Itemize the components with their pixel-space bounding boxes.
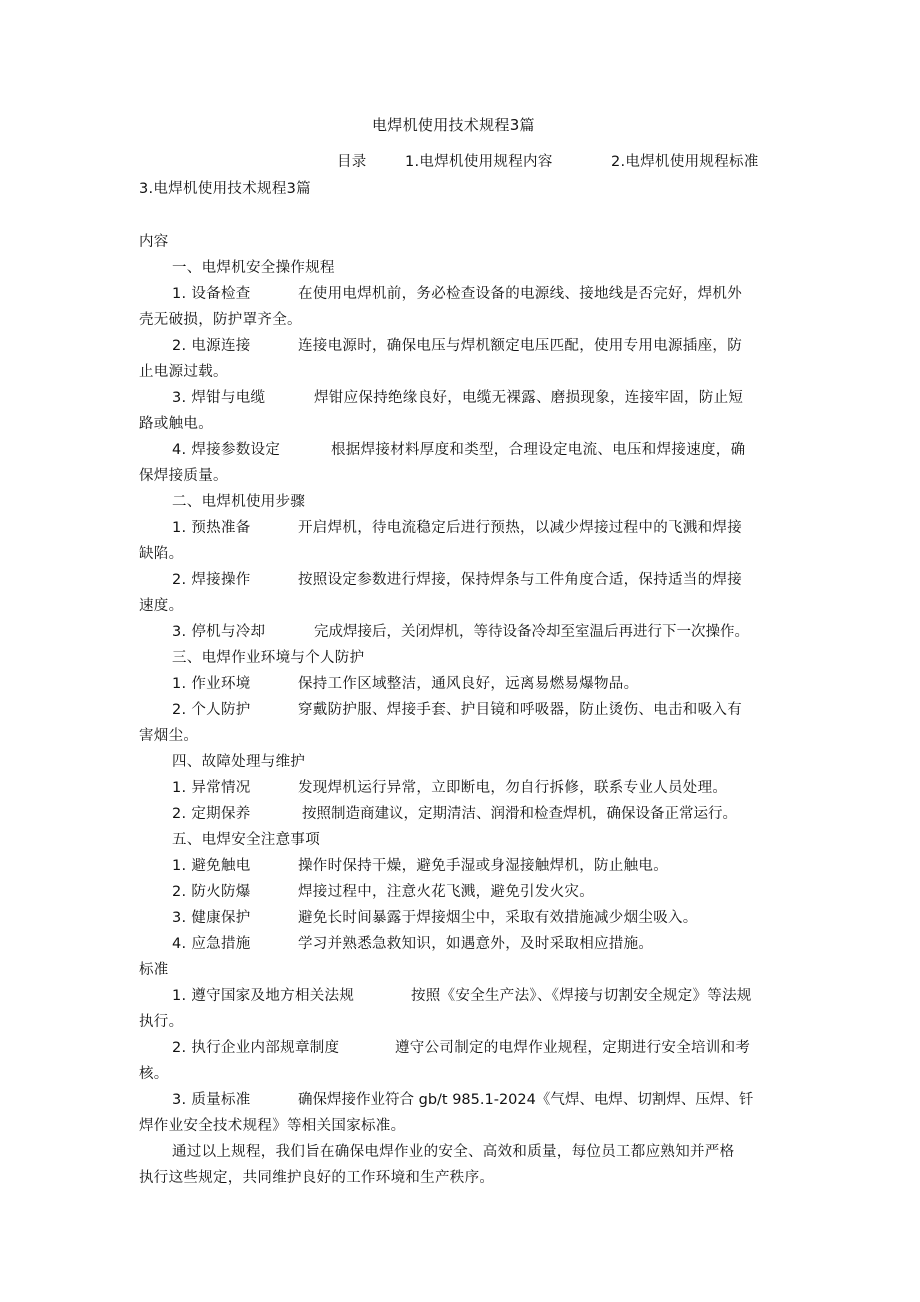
item-label: 4. 焊接参数设定 <box>172 442 281 458</box>
standard-label: 标准 <box>139 962 169 978</box>
item-label: 1. 异常情况 <box>172 780 251 796</box>
section-heading-3: 三、电焊作业环境与个人防护 <box>172 650 365 666</box>
section-heading-5: 五、电焊安全注意事项 <box>172 832 320 848</box>
item-text: 害烟尘。 <box>139 728 199 744</box>
item-text: 遵守公司制定的电焊作业规程，定期进行安全培训和考 <box>395 1040 751 1056</box>
item-text: 止电源过载。 <box>139 364 228 380</box>
item-text: 焊接过程中，注意火花飞溅，避免引发火灾。 <box>298 884 594 900</box>
toc-item-2[interactable]: 2.电焊机使用规程标准 <box>611 154 759 170</box>
section-heading-2: 二、电焊机使用步骤 <box>172 494 306 510</box>
item-label: 1. 遵守国家及地方相关法规 <box>172 988 355 1004</box>
item-text: 速度。 <box>139 598 184 614</box>
item-label: 2. 个人防护 <box>172 702 251 718</box>
item-text: 焊作业安全技术规程》等相关国家标准。 <box>139 1118 406 1134</box>
toc-item-1[interactable]: 1.电焊机使用规程内容 <box>405 154 553 170</box>
item-text: 按照《安全生产法》、《焊接与切割安全规定》等法规 <box>411 988 752 1004</box>
toc-label: 目录 <box>337 154 367 170</box>
item-text: 学习并熟悉急救知识，如遇意外，及时采取相应措施。 <box>298 936 654 952</box>
section-heading-4: 四、故障处理与维护 <box>172 754 306 770</box>
item-text: 焊钳应保持绝缘良好，电缆无裸露、磨损现象，连接牢固，防止短 <box>314 390 744 406</box>
item-label: 1. 设备检查 <box>172 286 251 302</box>
item-label: 4. 应急措施 <box>172 936 251 952</box>
item-text: 操作时保持干燥，避免手湿或身湿接触焊机，防止触电。 <box>298 858 668 874</box>
content-label: 内容 <box>139 234 169 250</box>
item-text: 避免长时间暴露于焊接烟尘中，采取有效措施减少烟尘吸入。 <box>298 910 698 926</box>
closing-paragraph: 执行这些规定，共同维护良好的工作环境和生产秩序。 <box>139 1170 495 1186</box>
item-label: 1. 作业环境 <box>172 676 251 692</box>
item-text: 按照制造商建议，定期清洁、润滑和检查焊机，确保设备正常运行。 <box>302 806 737 822</box>
item-text: 路或触电。 <box>139 416 213 432</box>
item-label: 3. 停机与冷却 <box>172 624 266 640</box>
item-text: 发现焊机运行异常，立即断电，勿自行拆修，联系专业人员处理。 <box>298 780 728 796</box>
item-text: 穿戴防护服、焊接手套、护目镜和呼吸器，防止烫伤、电击和吸入有 <box>298 702 742 718</box>
item-text: 核。 <box>139 1066 169 1082</box>
item-text: 连接电源时，确保电压与焊机额定电压匹配，使用专用电源插座，防 <box>298 338 742 354</box>
item-label: 2. 电源连接 <box>172 338 251 354</box>
item-text: 保焊接质量。 <box>139 468 228 484</box>
item-text: 完成焊接后，关闭焊机，等待设备冷却至室温后再进行下一次操作。 <box>314 624 749 640</box>
item-text: 保持工作区域整洁，通风良好，远离易燃易爆物品。 <box>298 676 639 692</box>
item-label: 1. 避免触电 <box>172 858 251 874</box>
item-label: 3. 焊钳与电缆 <box>172 390 266 406</box>
item-label: 2. 执行企业内部规章制度 <box>172 1040 340 1056</box>
item-text: 执行。 <box>139 1014 184 1030</box>
item-text: 根据焊接材料厚度和类型，合理设定电流、电压和焊接速度，确 <box>331 442 746 458</box>
item-label: 3. 质量标准 <box>172 1092 251 1108</box>
page-title: 电焊机使用技术规程3篇 <box>372 116 535 134</box>
item-label: 1. 预热准备 <box>172 520 251 536</box>
item-label: 2. 定期保养 <box>172 806 251 822</box>
item-text: 缺陷。 <box>139 546 184 562</box>
item-text: 在使用电焊机前，务必检查设备的电源线、接地线是否完好，焊机外 <box>298 286 742 302</box>
item-text: 确保焊接作业符合 gb/t 985.1-2024《气焊、电焊、切割焊、压焊、钎 <box>298 1092 754 1108</box>
toc-item-3[interactable]: 3.电焊机使用技术规程3篇 <box>139 181 311 197</box>
item-text: 按照设定参数进行焊接，保持焊条与工件角度合适，保持适当的焊接 <box>298 572 742 588</box>
item-label: 3. 健康保护 <box>172 910 251 926</box>
item-label: 2. 焊接操作 <box>172 572 251 588</box>
section-heading-1: 一、电焊机安全操作规程 <box>172 260 335 276</box>
closing-paragraph: 通过以上规程，我们旨在确保电焊作业的安全、高效和质量，每位员工都应熟知并严格 <box>172 1144 735 1160</box>
item-text: 壳无破损，防护罩齐全。 <box>139 312 302 328</box>
item-label: 2. 防火防爆 <box>172 884 251 900</box>
item-text: 开启焊机，待电流稳定后进行预热，以减少焊接过程中的飞溅和焊接 <box>298 520 742 536</box>
